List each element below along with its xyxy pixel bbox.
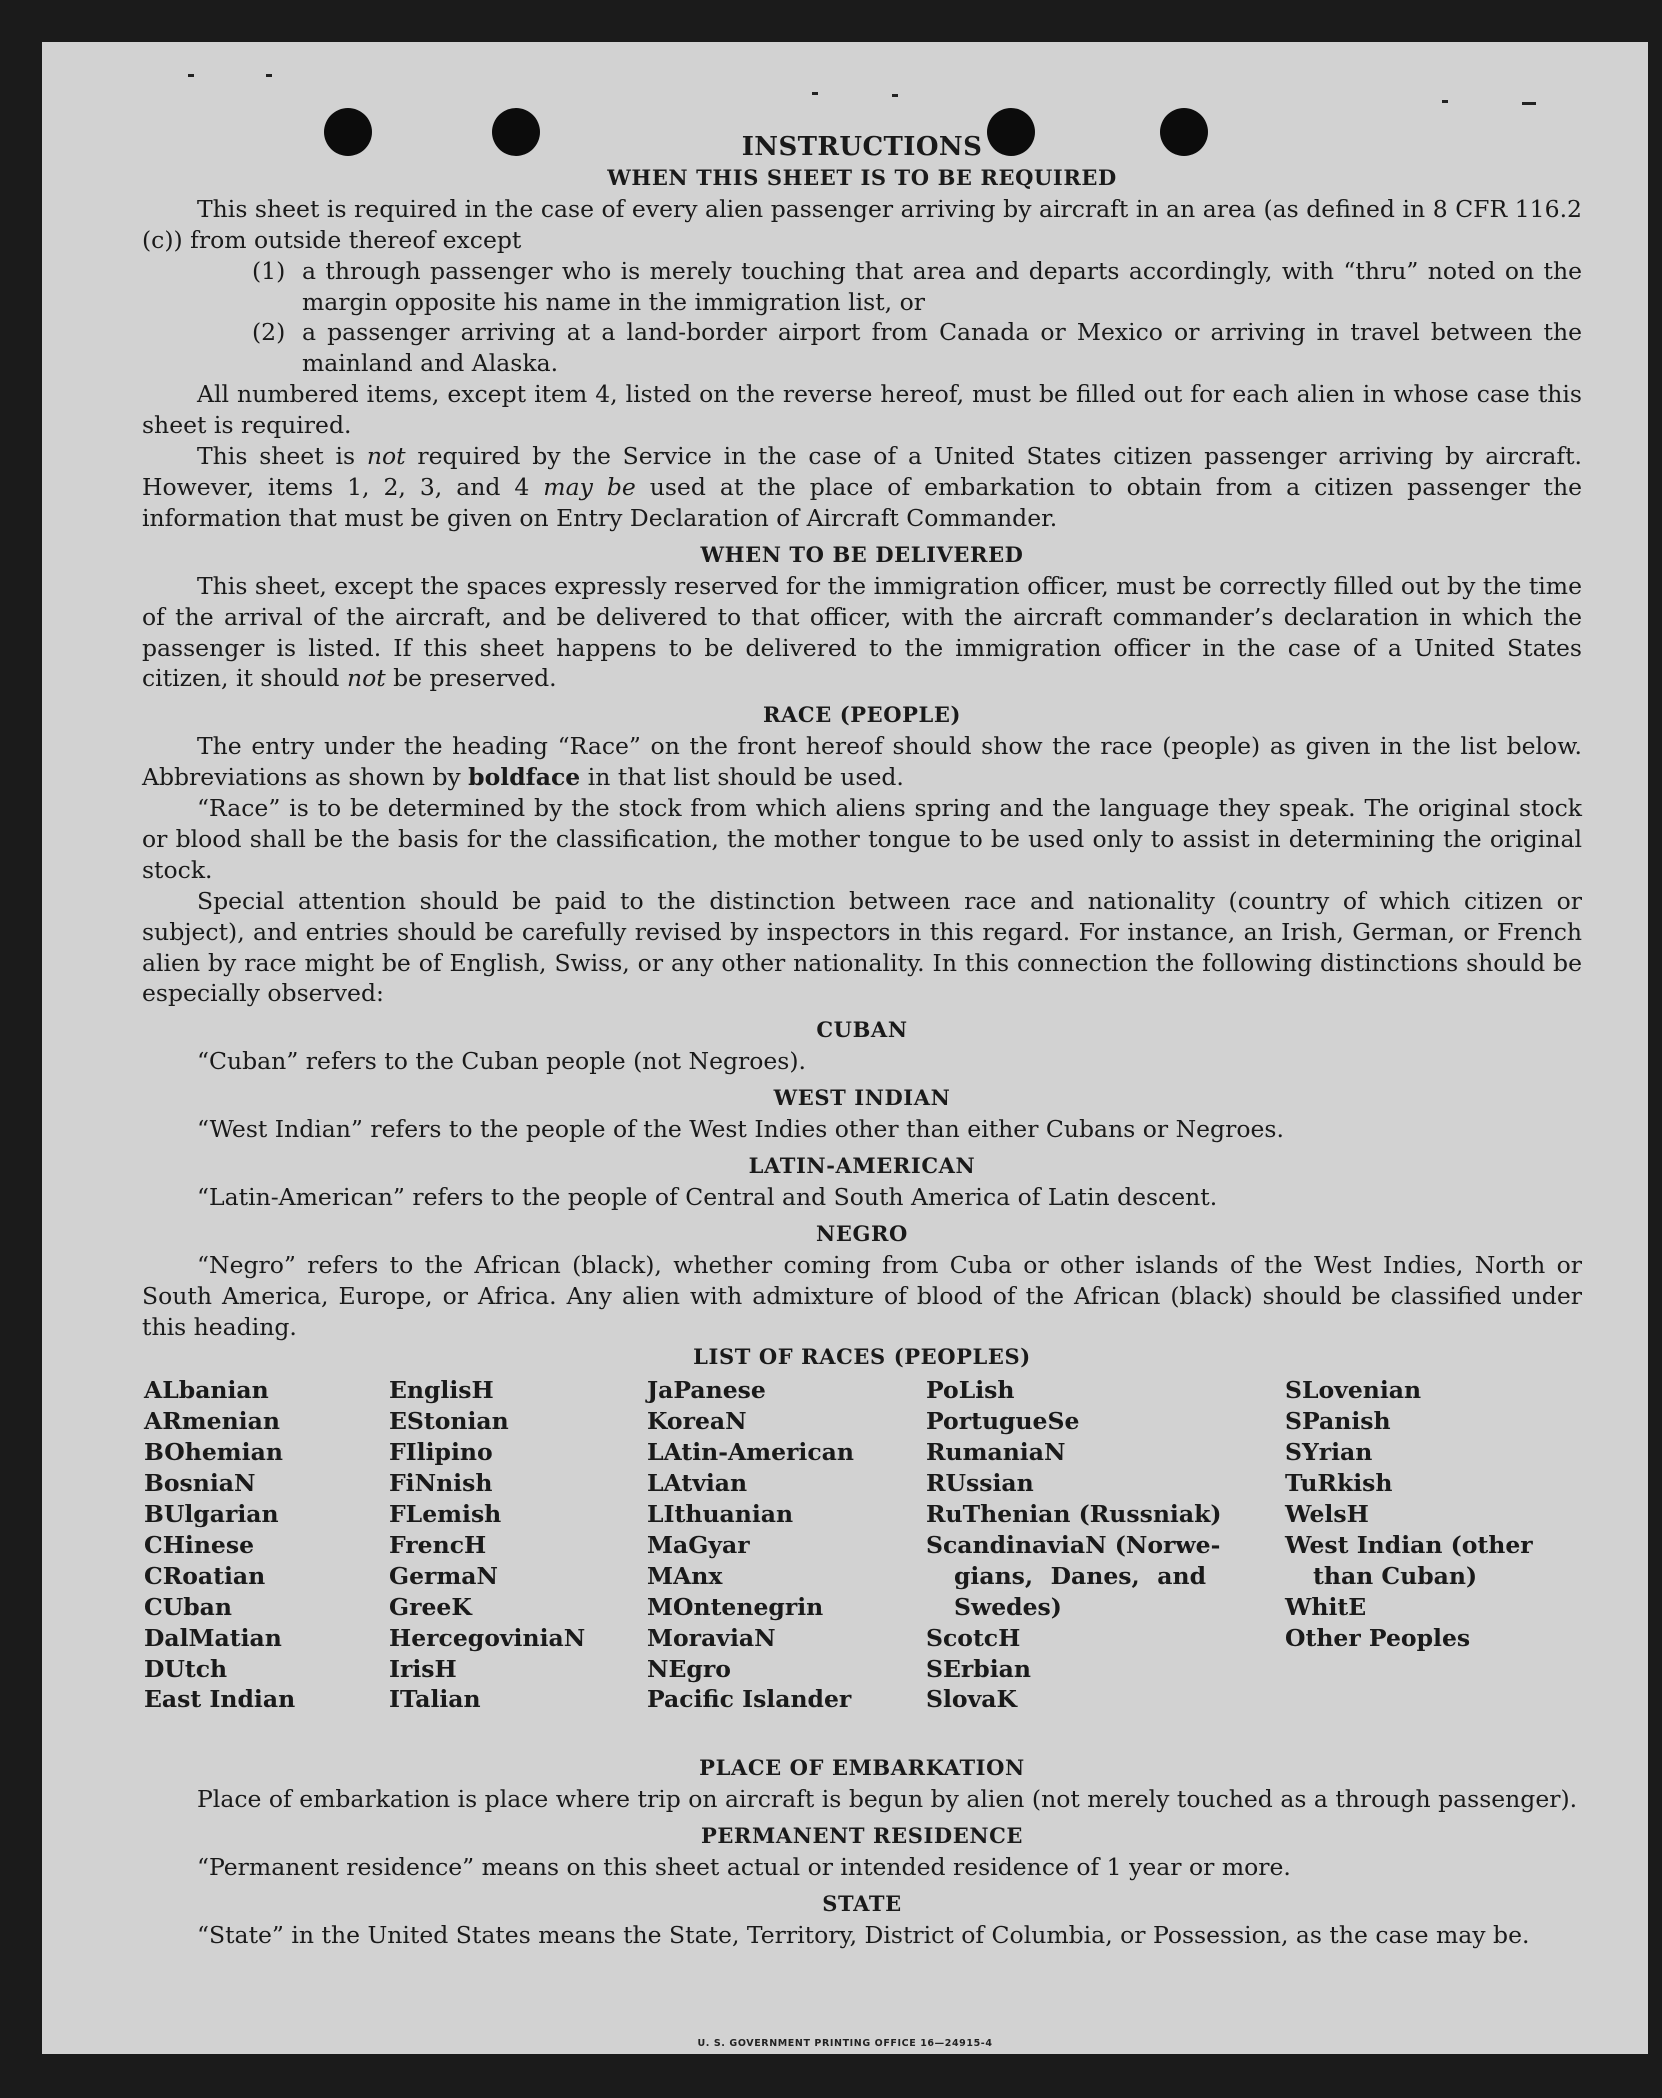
text-run-italic: not bbox=[366, 442, 406, 471]
section-heading-west-indian: WEST INDIAN bbox=[773, 1085, 951, 1111]
item-number: (2) bbox=[252, 318, 286, 347]
race-entry: LAtin-American bbox=[647, 1438, 854, 1467]
section-heading-residence: PERMANENT RESIDENCE bbox=[700, 1823, 1024, 1849]
race-entry: Other Peoples bbox=[1285, 1623, 1471, 1652]
item-text: a passenger arriving at a land-border airport from Canada or Mexico or arriving in travel between the mainland and Alaska. bbox=[302, 318, 1582, 378]
race-entry-continued: than Cuban) bbox=[1313, 1561, 1478, 1590]
paragraph-negro: “Negro” refers to the African (black), whether coming from Cuba or other islands of the West Indies, North or South America, Europe, or Africa. Any alien with admixture of blood of the African (black) should be classified under this heading. bbox=[142, 1250, 1582, 1341]
race-list bbox=[142, 1375, 1582, 1747]
race-entry: WelsH bbox=[1285, 1499, 1369, 1528]
race-entry: DalMatian bbox=[144, 1623, 282, 1652]
printer-imprint: U. S. GOVERNMENT PRINTING OFFICE 16—24915-4 bbox=[697, 2038, 993, 2049]
paragraph-race-stock: “Race” is to be determined by the stock from which aliens spring and the language they speak. The original stock or blood shall be the basis for the classification, the mother tongue to be used only to assist in determining the original stock. bbox=[142, 794, 1582, 884]
race-entry-continued: gians, Danes, and bbox=[954, 1561, 1206, 1590]
list-item bbox=[142, 256, 1582, 318]
race-column-4-top bbox=[926, 1375, 1221, 1530]
document-sheet bbox=[42, 42, 1648, 2054]
race-entry: ALbanian bbox=[144, 1376, 269, 1405]
race-entry: Pacific Islander bbox=[647, 1685, 852, 1714]
race-entry: BOhemian bbox=[144, 1438, 283, 1467]
paragraph-required-intro: This sheet is required in the case of every alien passenger arriving by aircraft in an area (as defined in 8 CFR 116.2 (c)) from outside thereof except bbox=[142, 194, 1582, 254]
race-entry: LAtvian bbox=[647, 1469, 748, 1498]
race-entry: ScotcH bbox=[926, 1623, 1021, 1652]
text-run: The entry under the heading “Race” on the front hereof should show the race (people) as given in the list below. Abbreviations as shown by bbox=[142, 732, 1582, 792]
race-column-5-top bbox=[1285, 1375, 1533, 1530]
section-heading-cuban: CUBAN bbox=[816, 1017, 908, 1043]
race-entry: WhitE bbox=[1285, 1592, 1367, 1621]
race-entry: NEgro bbox=[647, 1654, 731, 1683]
race-entry: FrencH bbox=[389, 1530, 487, 1559]
speck bbox=[892, 94, 898, 97]
paragraph-cuban: “Cuban” refers to the Cuban people (not Negroes). bbox=[197, 1047, 807, 1076]
section-heading-negro: NEGRO bbox=[816, 1220, 908, 1246]
page-title: INSTRUCTIONS bbox=[741, 132, 983, 162]
text-run-italic: may be bbox=[543, 472, 636, 501]
speck bbox=[812, 92, 818, 95]
paragraph-residence: “Permanent residence” means on this sheet actual or intended residence of 1 year or more. bbox=[197, 1853, 1291, 1882]
text-run-italic: not bbox=[346, 664, 386, 693]
section-heading-latin-american: LATIN-AMERICAN bbox=[748, 1153, 976, 1178]
race-entry: CUban bbox=[144, 1592, 232, 1621]
paragraph-race-nationality: Special attention should be paid to the distinction between race and nationality (country of which citizen or subject), and entries should be carefully revised by inspectors in this regard. For instance, an Irish, German, or French alien by race might be of English, Swiss, or any other nationality. In this connection the following distinctions should be especially observed: bbox=[142, 886, 1582, 1008]
paragraph-west-indian: “West Indian” refers to the people of the West Indies other than either Cubans or Negroes. bbox=[197, 1115, 1284, 1144]
race-entry: JaPanese bbox=[647, 1376, 766, 1405]
section-heading-required: WHEN THIS SHEET IS TO BE REQUIRED bbox=[607, 164, 1117, 190]
paragraph-numbered-items: All numbered items, except item 4, listed on the reverse hereof, must be filled out for each alien in whose case this sheet is required. bbox=[142, 380, 1582, 440]
section-heading-state: STATE bbox=[822, 1890, 902, 1916]
section-heading-delivered: WHEN TO BE DELIVERED bbox=[700, 541, 1024, 567]
race-entry: RuThenian (Russniak) bbox=[926, 1499, 1222, 1528]
race-entry-continued: Swedes) bbox=[954, 1592, 1062, 1621]
race-entry: EStonian bbox=[389, 1407, 509, 1436]
race-entry: RumaniaN bbox=[926, 1438, 1066, 1467]
race-entry: PortugueSe bbox=[926, 1407, 1080, 1436]
text-run: in that list should be used. bbox=[580, 763, 904, 792]
text-run: This sheet, except the spaces expressly reserved for the immigration officer, must be correctly filled out by the time of the arrival of the aircraft, and be delivered to that officer, with the aircraft commander’s declaration in which the passenger is listed. If this sheet happens to be delivered to the immigration officer in the case of a United States citizen, it should bbox=[142, 571, 1582, 693]
race-column-4-bottom bbox=[926, 1623, 1221, 1716]
race-entry: BosniaN bbox=[144, 1469, 256, 1498]
paragraph-latin-american: “Latin-American” refers to the people of Central and South America of Latin descent. bbox=[197, 1182, 1218, 1211]
race-entry: PoLish bbox=[926, 1376, 1015, 1405]
race-column-3 bbox=[647, 1375, 854, 1715]
race-column-4 bbox=[926, 1375, 1221, 1715]
item-number: (1) bbox=[252, 256, 286, 285]
race-entry: GreeK bbox=[389, 1592, 472, 1621]
text-run: be preserved. bbox=[385, 664, 557, 693]
race-entry: BUlgarian bbox=[144, 1499, 279, 1528]
text-run-bold: boldface bbox=[468, 763, 581, 792]
race-column-1 bbox=[144, 1375, 295, 1715]
race-entry: SYrian bbox=[1285, 1438, 1373, 1467]
race-entry: East Indian bbox=[144, 1685, 296, 1714]
section-heading-list-of-races: LIST OF RACES (PEOPLES) bbox=[693, 1344, 1031, 1370]
race-column-2 bbox=[389, 1375, 585, 1715]
race-column-5 bbox=[1285, 1375, 1533, 1653]
race-entry: SlovaK bbox=[926, 1685, 1017, 1714]
race-entry: RUssian bbox=[926, 1469, 1034, 1498]
race-entry: FIlipino bbox=[389, 1438, 493, 1467]
race-entry: ARmenian bbox=[144, 1407, 280, 1436]
text-run: required by the Service in the case of a United States citizen passenger arriving by aircraft. However, items 1, 2, 3, and 4 bbox=[142, 442, 1582, 501]
race-entry: SLovenian bbox=[1285, 1376, 1422, 1405]
speck bbox=[1442, 100, 1448, 103]
item-text: a through passenger who is merely touching that area and departs accordingly, with “thru” noted on the margin opposite his name in the immigration list, or bbox=[302, 256, 1582, 316]
paragraph-delivered bbox=[142, 571, 1582, 695]
race-column-5-bottom bbox=[1285, 1592, 1533, 1654]
race-entry: GermaN bbox=[389, 1561, 498, 1590]
speck bbox=[188, 74, 194, 77]
list-item bbox=[142, 317, 1582, 379]
instructions-body bbox=[142, 132, 1582, 1951]
speck bbox=[1522, 102, 1536, 105]
race-entry: TuRkish bbox=[1285, 1469, 1393, 1498]
text-run: This sheet is bbox=[197, 442, 367, 471]
race-entry: MoraviaN bbox=[647, 1623, 776, 1652]
race-entry: HercegoviniaN bbox=[389, 1623, 586, 1652]
race-entry: West Indian (other bbox=[1285, 1530, 1533, 1559]
race-entry: LIthuanian bbox=[647, 1499, 794, 1528]
race-entry: EnglisH bbox=[389, 1376, 494, 1405]
race-entry: KoreaN bbox=[647, 1407, 747, 1436]
race-entry: CHinese bbox=[144, 1530, 255, 1559]
race-entry: MAnx bbox=[647, 1561, 723, 1590]
race-entry: FiNnish bbox=[389, 1469, 493, 1498]
race-entry: MOntenegrin bbox=[647, 1592, 824, 1621]
race-entry: IrisH bbox=[389, 1654, 457, 1683]
paragraph-citizen bbox=[142, 441, 1582, 534]
race-entry: SPanish bbox=[1285, 1407, 1391, 1436]
speck bbox=[266, 74, 272, 77]
race-entry: DUtch bbox=[144, 1654, 228, 1683]
race-entry: CRoatian bbox=[144, 1561, 266, 1590]
race-entry: FLemish bbox=[389, 1499, 502, 1528]
paragraph-embarkation: Place of embarkation is place where trip on aircraft is begun by alien (not merely touched as a through passenger). bbox=[197, 1785, 1578, 1814]
section-heading-embarkation: PLACE OF EMBARKATION bbox=[699, 1755, 1025, 1781]
section-heading-race: RACE (PEOPLE) bbox=[762, 702, 962, 728]
race-entry: SErbian bbox=[926, 1654, 1031, 1683]
race-entry: ScandinaviaN (Norwe- bbox=[926, 1530, 1221, 1559]
paragraph-race-entry bbox=[142, 731, 1582, 793]
paragraph-state: “State” in the United States means the State, Territory, District of Columbia, or Possession, as the case may be. bbox=[197, 1920, 1530, 1949]
text-run: used at the place of embarkation to obtain from a citizen passenger the information that must be given on Entry Declaration of Aircraft Commander. bbox=[142, 472, 1582, 532]
race-entry: MaGyar bbox=[647, 1530, 750, 1559]
race-entry: ITalian bbox=[389, 1685, 481, 1714]
